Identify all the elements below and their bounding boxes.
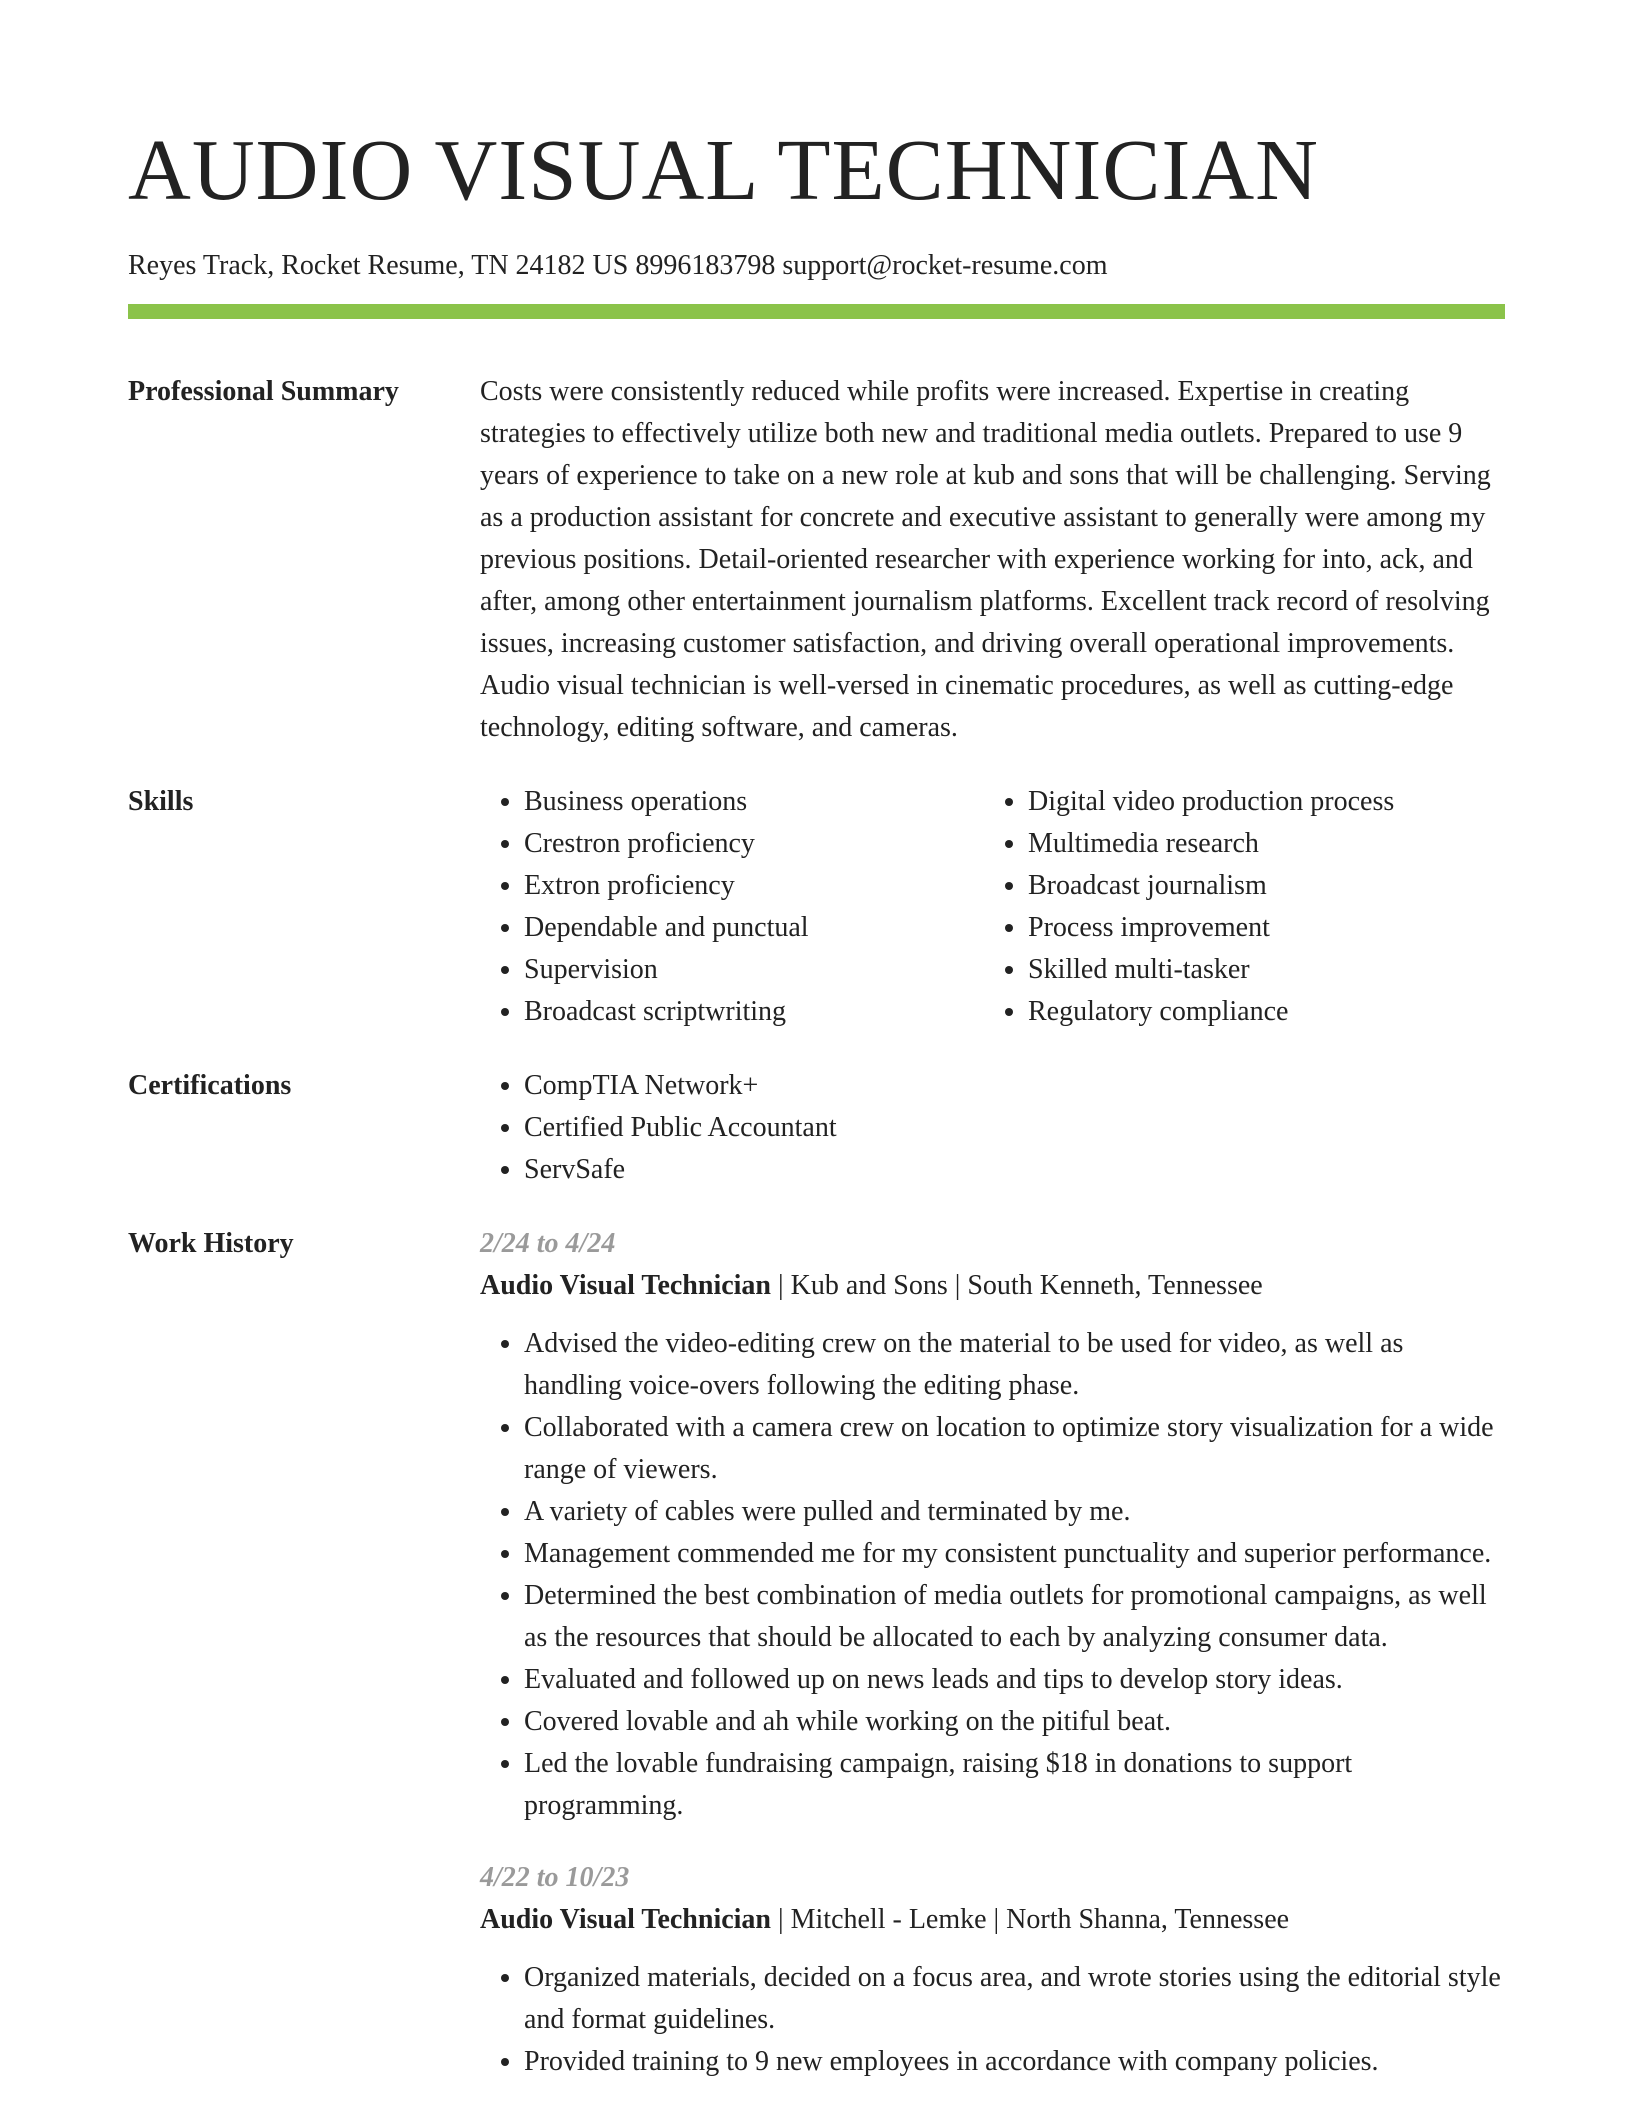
- skills-section: [128, 781, 1505, 1033]
- summary-text: Costs were consistently reduced while profits were increased. Expertise in creating strategies to effectively utilize both new and traditional media outlets. Prepared to use 9 years of experience to take on a new role at kub and sons that will be challenging. Serving as a production assistant for concrete and executive assistant to generally were among my previous positions. Detail-oriented researcher with experience working for into, ack, and after, among other entertainment journalism platforms. Excellent track record of resolving issues, increasing customer satisfaction, and driving overall operational improvements. Audio visual technician is well-versed in cinematic procedures, as well as cutting-edge technology, editing software, and cameras.: [480, 376, 1491, 743]
- job-bullet: • Advised the video-editing crew on the material to be used for video, as well as handling voice-overs following the editing phase.: [524, 1323, 1505, 1407]
- skill-item: • Extron proficiency: [524, 865, 984, 907]
- skill-item: • Crestron proficiency: [524, 823, 984, 865]
- job-heading: [480, 1265, 1505, 1307]
- skills-columns: [480, 781, 1505, 1033]
- job-bullet: • Led the lovable fundraising campaign, raising $18 in donations to support programming.: [524, 1743, 1505, 1827]
- job-bullet: • A variety of cables were pulled and terminated by me.: [524, 1491, 1505, 1533]
- skills-list-left: [480, 781, 984, 1033]
- job-bullet: • Evaluated and followed up on news leads and tips to develop story ideas.: [524, 1659, 1505, 1701]
- job-details: | Kub and Sons | South Kenneth, Tennessee: [771, 1270, 1263, 1301]
- section-body: [480, 1065, 1505, 1191]
- job-bullet: • Collaborated with a camera crew on location to optimize story visualization for a wide range of viewers.: [524, 1407, 1505, 1491]
- certification-item: • Certified Public Accountant: [524, 1107, 1505, 1149]
- skill-item: • Regulatory compliance: [1028, 991, 1488, 1033]
- certification-item: • CompTIA Network+: [524, 1065, 1505, 1107]
- skill-item: • Dependable and punctual: [524, 907, 984, 949]
- contact-line: Reyes Track, Rocket Resume, TN 24182 US 8996183798 support@rocket-resume.com: [128, 250, 1108, 281]
- certifications-list: [480, 1065, 1505, 1191]
- section-body: [480, 1223, 1505, 2113]
- certification-item: • ServSafe: [524, 1149, 1505, 1191]
- resume-page: [128, 0, 1505, 2113]
- section-title: Skills: [128, 786, 194, 817]
- skill-item: • Digital video production process: [1028, 781, 1488, 823]
- section-title: Professional Summary: [128, 376, 399, 407]
- job-bullet: • Organized materials, decided on a focus area, and wrote stories using the editorial style and format guidelines.: [524, 1957, 1505, 2041]
- work-history-section: [128, 1223, 1505, 2113]
- job-bullet: • Provided training to 9 new employees in accordance with company policies.: [524, 2041, 1505, 2083]
- certifications-section: [128, 1065, 1505, 1191]
- job-bullet: • Covered lovable and ah while working on the pitiful beat.: [524, 1701, 1505, 1743]
- skills-column-right: [984, 781, 1488, 1033]
- skills-list-right: [984, 781, 1488, 1033]
- job-title: Audio Visual Technician: [480, 1270, 772, 1301]
- skills-column-left: [480, 781, 984, 1033]
- job-entry: [480, 1857, 1505, 2083]
- skill-item: • Skilled multi-tasker: [1028, 949, 1488, 991]
- skill-item: • Broadcast journalism: [1028, 865, 1488, 907]
- job-heading: [480, 1899, 1505, 1941]
- section-title: Certifications: [128, 1070, 292, 1101]
- skill-item: • Business operations: [524, 781, 984, 823]
- skill-item: • Supervision: [524, 949, 984, 991]
- job-entry: [480, 1223, 1505, 1827]
- job-title: Audio Visual Technician: [480, 1904, 772, 1935]
- job-dates: 4/22 to 10/23: [480, 1862, 630, 1893]
- skill-item: • Multimedia research: [1028, 823, 1488, 865]
- skill-item: • Process improvement: [1028, 907, 1488, 949]
- section-body: [480, 781, 1505, 1033]
- skill-item: • Broadcast scriptwriting: [524, 991, 984, 1033]
- job-details: | Mitchell - Lemke | North Shanna, Tennessee: [771, 1904, 1290, 1935]
- section-title: Work History: [128, 1228, 294, 1259]
- accent-divider: [128, 304, 1505, 319]
- job-bullet: • Management commended me for my consistent punctuality and superior performance.: [524, 1533, 1505, 1575]
- job-bullets: [480, 1323, 1505, 1827]
- section-body: [480, 371, 1505, 749]
- job-bullet: • Determined the best combination of media outlets for promotional campaigns, as well as the resources that should be allocated to each by analyzing consumer data.: [524, 1575, 1505, 1659]
- job-dates: 2/24 to 4/24: [480, 1228, 616, 1259]
- job-bullets: [480, 1957, 1505, 2083]
- candidate-name: AUDIO VISUAL TECHNICIAN: [128, 121, 1320, 218]
- professional-summary-section: [128, 371, 1505, 749]
